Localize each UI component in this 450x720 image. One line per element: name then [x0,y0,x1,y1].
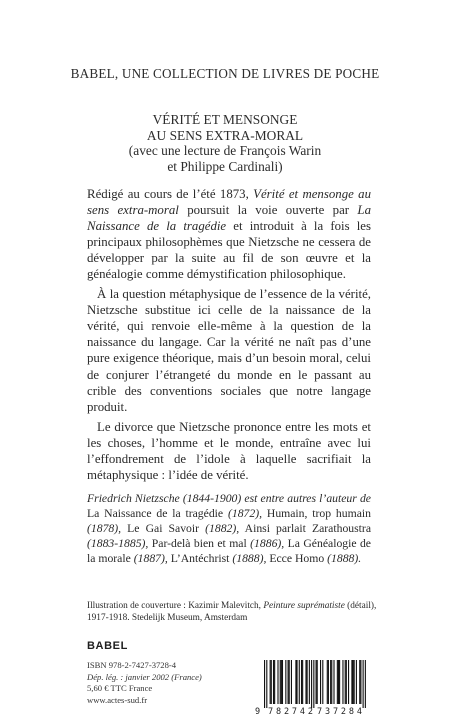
barcode-bar [352,660,353,704]
blurb-paragraph-2: À la question métaphysique de l’essence de la vérité, Nietzsche substitue ici celle de la naissance de la vérité, qui renvoie elle-même à la question de la naissance du langage. Car la vérité ne naît pas d’une pure exigence théorique, mais d’un besoin moral, celui de conjurer l’étrangeté du monde en le passant au crible des conventions sociales que notre langage produit. [87,287,371,414]
ean-barcode [254,660,376,716]
barcode-bars [264,660,366,708]
bio-work-4: Ainsi parlait Zarathoustra [239,522,372,536]
barcode-bar [338,660,339,704]
bio-year-4: (1883-1885), [87,537,149,551]
barcode-bar [273,660,274,704]
bio-work-5: Par-delà bien et mal [148,537,251,551]
blurb [87,186,371,483]
legal-deposit: Dép. lég. : janvier 2002 (France) [87,671,202,682]
barcode-bar [330,660,331,704]
barcode-bar [351,660,352,704]
barcode-bar [346,660,347,704]
bio-year-8: (1888). [327,552,362,566]
bio-year-7: (1888), [232,552,267,566]
cover-credit [87,600,387,624]
barcode-bar [309,660,310,704]
barcode-bar [282,660,283,704]
isbn: ISBN 978-2-7427-3728-4 [87,660,177,670]
barcode-bar [363,660,364,708]
barcode-bar [280,660,281,704]
barcode-bar [302,660,303,704]
barcode-bar [281,660,282,704]
bio-work-2: Humain, trop humain [262,507,371,521]
barcode-bar [285,660,286,704]
barcode-right-digits: 737284 [317,707,362,716]
p1-text-2: poursuit la voie ouverte par [178,203,358,218]
barcode-bar [311,660,312,708]
barcode-bar [288,660,289,704]
barcode-bar [264,660,265,708]
series-heading: BABEL, UNE COLLECTION DE LIVRES DE POCHE [70,66,380,81]
price: 5,60 € TTC France [87,683,153,693]
bio-work-7: L’Antéchrist [167,552,233,566]
book-title-block [0,112,450,174]
blurb-paragraph-1 [87,186,371,282]
barcode-bar [327,660,328,704]
barcode-bar [331,660,332,704]
credit-text-1: Illustration de couverture : Kazimir Malevitch, [87,601,264,611]
bio-work-1: La Naissance de la tragédie [87,507,228,521]
barcode-bar [317,660,318,704]
publication-info [87,660,247,706]
bio-year-3: (1882), [205,522,240,536]
barcode-bar [305,660,306,704]
author-bio [87,491,371,566]
barcode-bar [277,660,278,704]
bio-year-2: (1878), [87,522,122,536]
barcode-bar [271,660,272,704]
barcode-bar [365,660,366,708]
barcode-bar [299,660,300,704]
barcode-bar [359,660,360,704]
barcode-lead-digit: 9 [255,707,261,716]
barcode-bar [274,660,275,704]
bio-work-6: La Généalogie de la morale [87,537,371,566]
title-line-4: et Philippe Cardinali) [167,158,283,174]
p1-text-1: Rédigé au cours de l’été 1873, [87,187,254,201]
bio-work-8: Ecce Homo [266,552,328,566]
title-line-1: VÉRITÉ ET MENSONGE [152,112,298,127]
p1-text-3: et introduit à la fois les principaux philosophèmes que Nietzsche ne cessera de développer par la suite au fil de son œuvre et la généalogie comme démystification philosophique. [87,219,371,282]
barcode-bar [313,660,314,708]
publisher-logo: BABEL [87,640,128,652]
barcode-bar [333,660,334,704]
bio-year-6: (1887), [133,552,168,566]
barcode-bar [339,660,340,704]
barcode-left-digits: 782742 [268,707,313,716]
credit-artwork-title: Peinture suprématiste [263,601,345,611]
website: www.actes-sud.fr [87,694,148,705]
barcode-bar [342,660,343,704]
barcode-bar [289,660,290,704]
p1-work-title-2: La Naissance de la tragédie [87,203,371,234]
barcode-bar [295,660,296,704]
barcode-bar [328,660,329,704]
barcode-bar [345,660,346,704]
barcode-bar [270,660,271,704]
barcode-graphic [254,660,376,716]
barcode-bar [296,660,297,704]
blurb-paragraph-3: Le divorce que Nietzsche prononce entre les mots et les choses, l’homme et le monde, entraîne avec lui l’effondrement de l’idole à laquelle sacrifiait la métaphysique : l’idée de vérité. [87,419,371,482]
barcode-bar [320,660,321,704]
title-line-3: (avec une lecture de François Warin [128,143,322,158]
barcode-bar [266,660,267,708]
barcode-bar [348,660,349,704]
barcode-bar [337,660,338,704]
bio-year-1: (1872), [227,507,263,521]
credit-text-2: (détail), 1917-1918. Stedelijk Museum, Amsterdam [87,601,377,624]
bio-work-3: Le Gai Savoir [121,522,206,536]
bio-author: Friedrich Nietzsche (1844-1900) est entre autres l’auteur de [87,492,371,505]
bio-year-5: (1886), [250,537,285,551]
barcode-bar [356,660,357,704]
barcode-bar [360,660,361,704]
barcode-bar [301,660,302,704]
barcode-bar [316,660,317,704]
barcode-bar [322,660,323,704]
barcode-bar [291,660,292,704]
p1-work-title-1: Vérité et mensonge au sens extra-moral [87,187,371,218]
barcode-bar [307,660,308,704]
barcode-bar [354,660,355,704]
title-line-2: AU SENS EXTRA-MORAL [146,127,304,143]
